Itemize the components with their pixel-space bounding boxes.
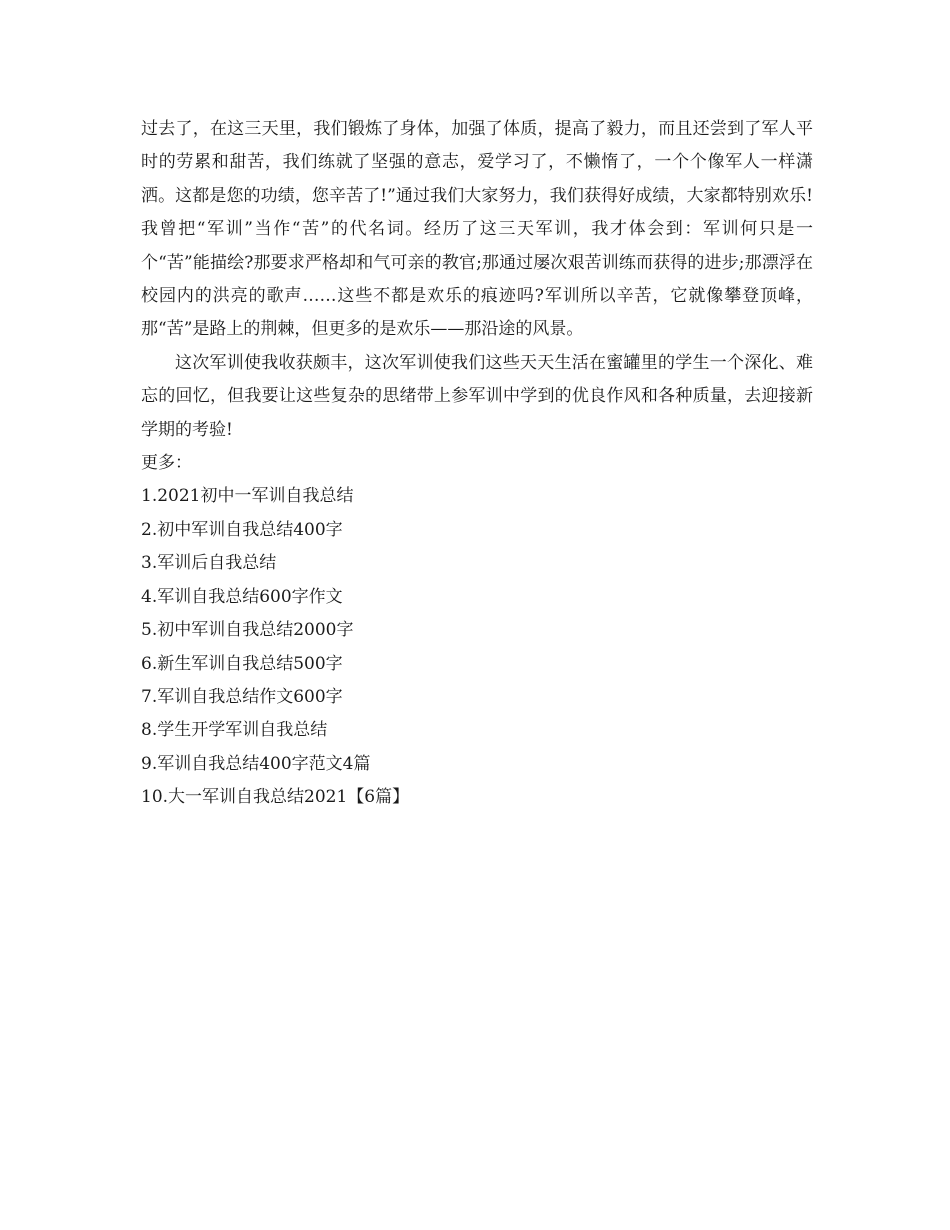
list-item: [141, 547, 813, 580]
related-link-8[interactable]: 8.学生开学军训自我总结: [141, 720, 328, 741]
list-item: [141, 781, 813, 814]
related-link-2[interactable]: 2.初中军训自我总结400字: [141, 519, 343, 540]
related-link-3[interactable]: 3.军训后自我总结: [141, 553, 277, 574]
document-body: [141, 113, 813, 815]
related-link-7[interactable]: 7.军训自我总结作文600字: [141, 686, 343, 707]
list-item: [141, 748, 813, 781]
list-item: [141, 614, 813, 647]
list-item: [141, 714, 813, 747]
related-link-1[interactable]: 1.2021初中一军训自我总结: [141, 486, 354, 507]
paragraph-continued: 过去了，在这三天里，我们锻炼了身体，加强了体质，提高了毅力，而且还尝到了军人平时的劳累和甜苦，我们练就了坚强的意志，爱学习了，不懒惰了，一个个像军人一样潇洒。这都是您的功绩，您辛苦了!”通过我们大家努力，我们获得好成绩，大家都特别欢乐!我曾把“军训”当作“苦”的代名词。经历了这三天军训，我才体会到：军训何只是一个“苦”能描绘?那要求严格却和气可亲的教官;那通过屡次艰苦训练而获得的进步;那漂浮在校园内的洪亮的歌声……这些不都是欢乐的痕迹吗?军训所以辛苦，它就像攀登顶峰，那“苦”是路上的荆棘，但更多的是欢乐——那沿途的风景。: [141, 119, 813, 340]
related-link-4[interactable]: 4.军训自我总结600字作文: [141, 586, 343, 607]
list-item: [141, 648, 813, 681]
related-link-5[interactable]: 5.初中军训自我总结2000字: [141, 620, 354, 641]
related-link-9[interactable]: 9.军训自我总结400字范文4篇: [141, 753, 371, 774]
related-link-6[interactable]: 6.新生军训自我总结500字: [141, 653, 343, 674]
more-label: 更多：: [141, 453, 192, 474]
paragraph-conclusion: 这次军训使我收获颇丰，这次军训使我们这些天天生活在蜜罐里的学生一个深化、难忘的回忆，但我要让这些复杂的思绪带上参军训中学到的优良作风和各种质量，去迎接新学期的考验!: [141, 352, 813, 440]
list-item: [141, 681, 813, 714]
related-links-list: [141, 480, 813, 814]
list-item: [141, 514, 813, 547]
list-item: [141, 581, 813, 614]
related-link-10[interactable]: 10.大一军训自我总结2021【6篇】: [141, 787, 410, 808]
list-item: [141, 480, 813, 513]
